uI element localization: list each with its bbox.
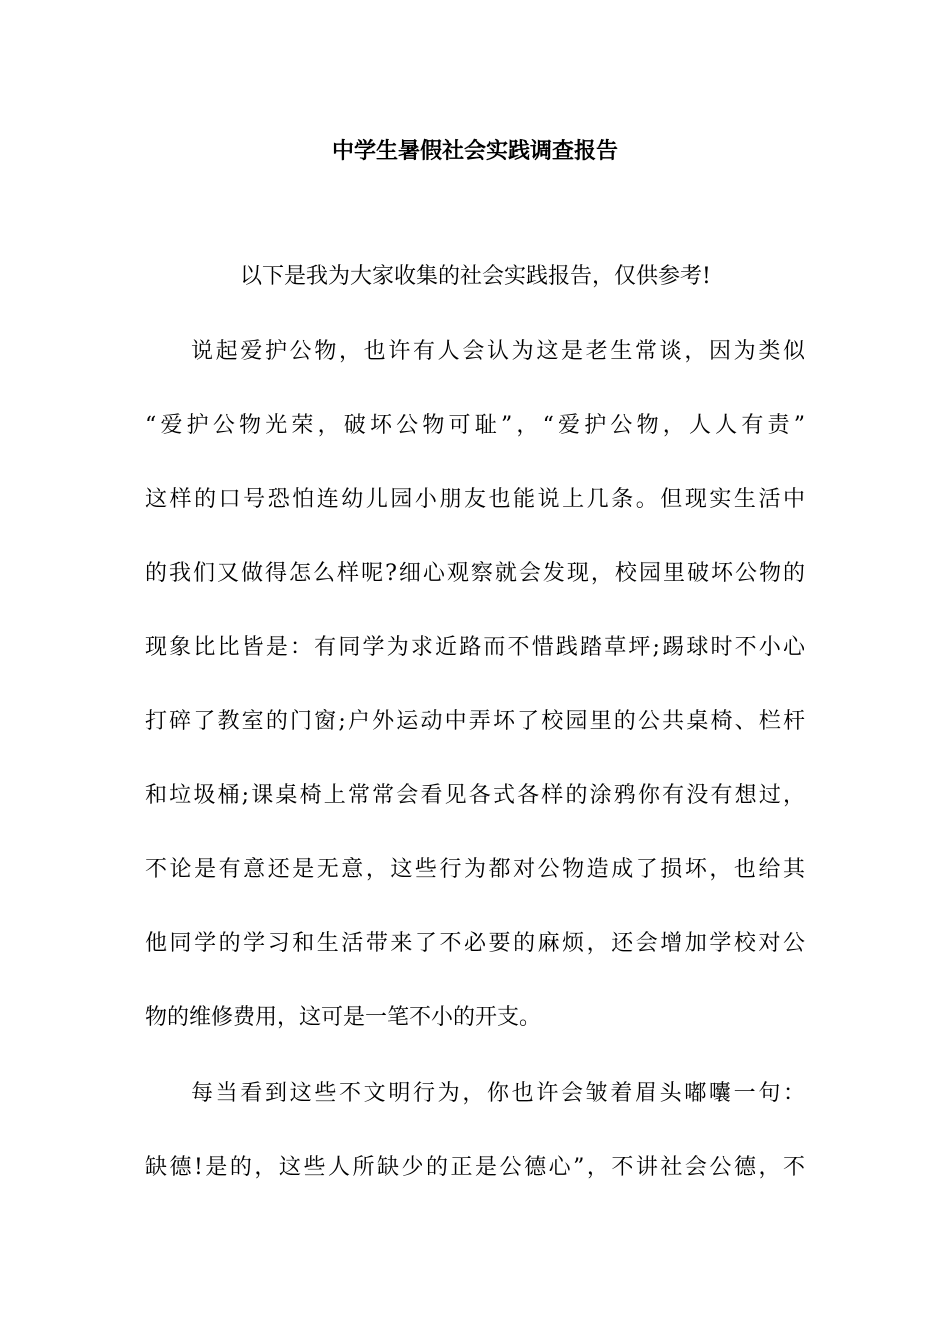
paragraph-line: 他同学的学习和生活带来了不必要的麻烦，还会增加学校对公 xyxy=(145,931,805,956)
paragraph-line: 说起爱护公物，也许有人会认为这是老生常谈，因为类似 xyxy=(191,339,805,364)
paragraph-line: 和垃圾桶;课桌椅上常常会看见各式各样的涂鸦你有没有想过， xyxy=(145,783,805,808)
paragraph-line: 现象比比皆是：有同学为求近路而不惜践踏草坪;踢球时不小心 xyxy=(145,635,805,660)
paragraph-line: 每当看到这些不文明行为，你也许会皱着眉头嘟囔一句： xyxy=(191,1081,805,1106)
paragraph-line: 打碎了教室的门窗;户外运动中弄坏了校园里的公共桌椅、栏杆 xyxy=(145,709,805,734)
paragraph-line: 物的维修费用，这可是一笔不小的开支。 xyxy=(145,1005,542,1030)
paragraph-line: 缺德!是的，这些人所缺少的正是公德心”，不讲社会公德，不 xyxy=(145,1155,805,1180)
document-title: 中学生暑假社会实践调查报告 xyxy=(331,139,618,164)
paragraph-line: 的我们又做得怎么样呢?细心观察就会发现，校园里破坏公物的 xyxy=(145,561,805,586)
paragraph-line: 不论是有意还是无意，这些行为都对公物造成了损坏，也给其 xyxy=(145,857,805,882)
intro-line: 以下是我为大家收集的社会实践报告，仅供参考! xyxy=(240,264,711,289)
paragraph-line: “爱护公物光荣，破坏公物可耻”，“爱护公物，人人有责” xyxy=(145,413,805,438)
paragraph-line: 这样的口号恐怕连幼儿园小朋友也能说上几条。但现实生活中 xyxy=(145,487,805,512)
